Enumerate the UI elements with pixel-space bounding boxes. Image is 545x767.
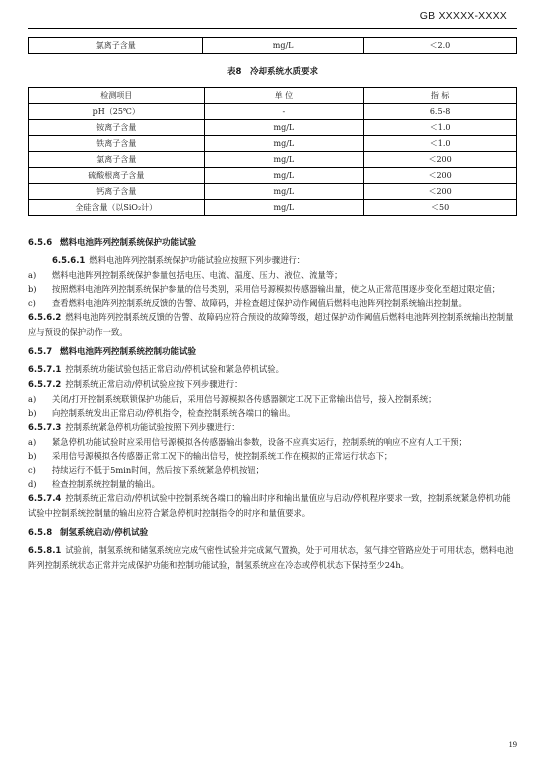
clause-number: 6.5.7.3 xyxy=(28,423,62,433)
clause-number: 6.5.6.1 xyxy=(52,256,86,266)
section-title: 燃料电池阵列控制系统保护功能试验 xyxy=(60,238,197,248)
clause-text: 燃料电池阵列控制系统反馈的告警、故障码应符合预设的故障等级，超过保护动作阈值后燃料电池阵列控制系统输出控制量应与预设的保护动作一致。 xyxy=(28,312,514,337)
table-cell: 铵离子含量 xyxy=(29,120,205,136)
clause-number: 6.5.6.2 xyxy=(28,313,62,323)
list-item-text: 查看燃料电池阵列控制系统反馈的告警、故障码，并检查超过保护动作阈值后燃料电池阵列控制系统输出控制量。 xyxy=(52,298,467,308)
section-title: 燃料电池阵列控制系统控制功能试验 xyxy=(60,347,197,357)
clause-number: 6.5.7.4 xyxy=(28,494,62,504)
list-item-text: 按照燃料电池阵列控制系统保护参量的信号类别，采用信号源模拟传感器输出量，使之从正常范围逐步变化至超过限定值； xyxy=(52,284,501,294)
clause-text: 控制系统正常启动/停机试验中控制系统各端口的输出时序和输出量值应与启动/停机程序要求一致，控制系统紧急停机功能试验中控制系统控制量的输出应符合紧急停机时控制指令的时序和量值要求。 xyxy=(28,493,511,518)
clause-6-5-8-1 xyxy=(28,543,517,572)
table-cell: ＜2.0 xyxy=(363,38,516,54)
clause-6-5-7-1 xyxy=(28,362,517,377)
list-item-label: b) xyxy=(28,408,37,418)
clause-6-5-6-2 xyxy=(28,310,517,339)
clause-number: 6.5.7.1 xyxy=(28,365,62,375)
page-number: 19 xyxy=(508,739,517,749)
column-header: 指 标 xyxy=(364,88,517,104)
table-cell: mg/L xyxy=(204,152,364,168)
list-item-text: 检查控制系统控制量的输出。 xyxy=(52,479,160,489)
table-cell: mg/L xyxy=(204,200,364,216)
list-item xyxy=(28,435,517,449)
list-item xyxy=(28,296,517,310)
table-cell: ＜200 xyxy=(364,152,517,168)
list-item-text: 紧急停机功能试验时应采用信号源模拟各传感器输出参数，设备不应真实运行，控制系统的响应不应有人工干预； xyxy=(52,437,467,447)
list-item-text: 燃料电池阵列控制系统保护参量包括电压、电流、温度、压力、液位、流量等； xyxy=(52,270,343,280)
document-body xyxy=(28,230,517,572)
list-item-text: 向控制系统发出正常启动/停机指令，检查控制系统各端口的输出。 xyxy=(52,408,296,418)
table-cell: ＜50 xyxy=(364,200,517,216)
clause-6-5-6-1 xyxy=(28,253,517,268)
list-item-label: c) xyxy=(28,298,36,308)
list-item xyxy=(28,406,517,420)
table-row xyxy=(29,152,517,168)
table-cell: mg/L xyxy=(204,168,364,184)
clause-number: 6.5.7.2 xyxy=(28,380,62,390)
list-item-text: 持续运行不低于5min时间，然后按下系统紧急停机按钮； xyxy=(52,465,264,475)
table-header-row xyxy=(29,88,517,104)
list-item-label: d) xyxy=(28,479,37,489)
table-cell: ＜1.0 xyxy=(364,120,517,136)
table-cell: mg/L xyxy=(204,120,364,136)
clause-text: 控制系统紧急停机功能试验按照下列步骤进行： xyxy=(65,422,240,432)
list-item xyxy=(28,477,517,491)
table-row xyxy=(29,38,517,54)
table-cell: ＜1.0 xyxy=(364,136,517,152)
table-cell: mg/L xyxy=(203,38,363,54)
clause-text: 燃料电池阵列控制系统保护功能试验应按照下列步骤进行： xyxy=(89,255,306,265)
table-cell: ＜200 xyxy=(364,168,517,184)
table-cell: mg/L xyxy=(204,184,364,200)
section-number: 6.5.7 xyxy=(28,347,53,357)
continued-table xyxy=(28,37,517,54)
list-item-label: b) xyxy=(28,451,37,461)
table-cell: mg/L xyxy=(204,136,364,152)
table-cell: 全硅含量（以SiO₂计） xyxy=(29,200,205,216)
list-item xyxy=(28,268,517,282)
table-cell: - xyxy=(204,104,364,120)
table-row xyxy=(29,136,517,152)
list-item-label: a) xyxy=(28,270,37,280)
table-row xyxy=(29,104,517,120)
column-header: 单 位 xyxy=(204,88,364,104)
table-cell: 6.5-8 xyxy=(364,104,517,120)
table-cell: 硫酸根离子含量 xyxy=(29,168,205,184)
clause-text: 控制系统功能试验包括正常启动/停机试验和紧急停机试验。 xyxy=(65,364,284,374)
section-title: 制氢系统启动/停机试验 xyxy=(60,528,149,538)
section-heading-6-5-8 xyxy=(28,526,517,540)
list-item xyxy=(28,282,517,296)
table-cell: ＜200 xyxy=(364,184,517,200)
standard-code: GB XXXXX-XXXX xyxy=(419,10,507,22)
clause-6-5-7-4 xyxy=(28,491,517,520)
table-row xyxy=(29,184,517,200)
clause-number: 6.5.8.1 xyxy=(28,546,62,556)
list-item xyxy=(28,392,517,406)
clause-text: 试验前，制氢系统和储氢系统应完成气密性试验并完成氮气置换，处于可用状态，氢气排空管路应处于可用状态，燃料电池阵列控制系统状态正常并完成保护功能和控制功能试验，制氢系统应在冷态或停机状态下保持至少24h。 xyxy=(28,545,514,570)
cooling-water-quality-table xyxy=(28,87,517,216)
section-heading-6-5-6 xyxy=(28,236,517,250)
header-rule xyxy=(28,28,517,29)
table-cell: 钙离子含量 xyxy=(29,184,205,200)
table-cell: 氯离子含量 xyxy=(29,38,203,54)
list-item-text: 关闭/打开控制系统联锁保护功能后，采用信号源模拟各传感器额定工况下正常输出信号，接入控制系统； xyxy=(52,394,437,404)
clause-6-5-7-3 xyxy=(28,420,517,435)
table-cell: 铁离子含量 xyxy=(29,136,205,152)
table-cell: pH（25℃） xyxy=(29,104,205,120)
table8-caption: 表8 冷却系统水质要求 xyxy=(227,67,318,77)
list-item-label: a) xyxy=(28,394,37,404)
table-cell: 氯离子含量 xyxy=(29,152,205,168)
column-header: 检测项目 xyxy=(29,88,205,104)
table-row xyxy=(29,120,517,136)
list-item-label: a) xyxy=(28,437,37,447)
list-item-label: b) xyxy=(28,284,37,294)
section-number: 6.5.6 xyxy=(28,238,53,248)
list-item xyxy=(28,449,517,463)
table-row xyxy=(29,200,517,216)
section-heading-6-5-7 xyxy=(28,345,517,359)
clause-6-5-7-2 xyxy=(28,377,517,392)
section-number: 6.5.8 xyxy=(28,528,53,538)
list-item xyxy=(28,463,517,477)
list-item-label: c) xyxy=(28,465,36,475)
list-item-text: 采用信号源模拟各传感器正常工况下的输出信号，使控制系统工作在模拟的正常运行状态下； xyxy=(52,451,393,461)
table-row xyxy=(29,168,517,184)
clause-text: 控制系统正常启动/停机试验应按下列步骤进行： xyxy=(65,379,243,389)
